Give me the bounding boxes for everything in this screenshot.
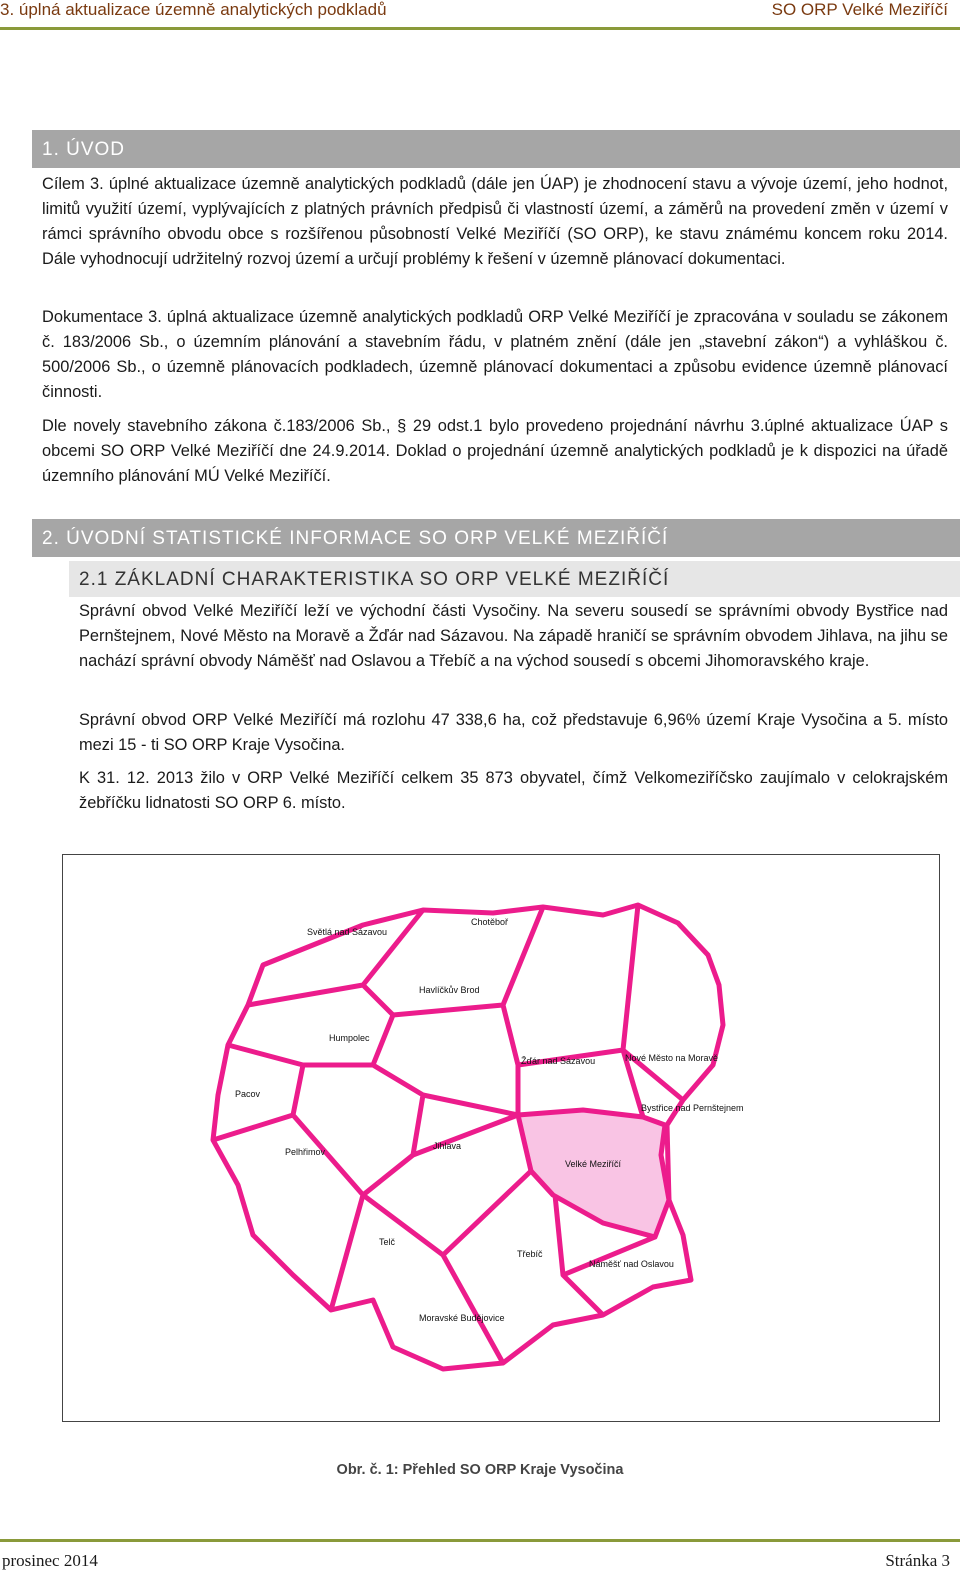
map-label-velke-mezirici: Velké Meziříčí [565,1159,622,1169]
section-2-paragraph-1: Správní obvod Velké Meziříčí leží ve východní části Vysočiny. Na severu sousedí se správními obvody Bystřice nad Pernštejnem, Nové Město na Moravě a Žďár nad Sázavou. Na západě hraničí se správním obvodem Jihlava, na jihu se nachází správní obvody Náměšť nad Oslavou a Třebíč a na východ sousedí s obcemi Jihomoravského kraje. [79,602,948,670]
map-svg [63,855,939,1421]
footer-rule [0,1539,960,1542]
section-1-heading: 1. ÚVOD [32,130,960,168]
section-1-paragraph-3: Dle novely stavebního zákona č.183/2006 Sb., § 29 odst.1 bylo provedeno projednání návrhu 3.úplné aktualizace ÚAP s obcemi SO ORP Velké Meziříčí dne 24.9.2014. Doklad o projednání územně analytických podkladů je k dispozici na úřadě územního plánování MÚ Velké Meziříčí. [42,417,948,485]
footer-page-number: Stránka 3 [885,1551,950,1570]
section-2-heading: 2. ÚVODNÍ STATISTICKÉ INFORMACE SO ORP VELKÉ MEZIŘÍČÍ [32,519,960,557]
map-label-jihlava: Jihlava [433,1141,462,1151]
footer-date: prosinec 2014 [2,1551,98,1570]
region-highlight-velke-mezirici [518,1110,669,1237]
map-label-namest: Náměšť nad Oslavou [589,1259,674,1269]
map-label-humpolec: Humpolec [329,1033,370,1043]
section-2-paragraph-3: K 31. 12. 2013 žilo v ORP Velké Meziříčí celkem 35 873 obyvatel, čímž Velkomeziříčsko zaujímalo v celokrajském žebříčku lidnatosti SO ORP 6. místo. [79,769,948,812]
section-2-1-heading: 2.1 ZÁKLADNÍ CHARAKTERISTIKA SO ORP VELKÉ MEZIŘÍČÍ [69,561,960,597]
map-label-zdar: Žďár nad Sázavou [521,1056,596,1066]
map-label-nove-mesto: Nové Město na Moravě [625,1053,719,1063]
header-rule [0,27,960,30]
map-label-bystrice: Bystřice nad Pernštejnem [641,1103,744,1113]
map-label-pelhrimov: Pelhřimov [285,1147,326,1157]
header-document-title: 3. úplná aktualizace územně analytických podkladů [0,0,387,19]
map-label-chotebor: Chotěboř [471,917,509,927]
map-label-trebic: Třebíč [517,1249,543,1259]
header-orp-name: SO ORP Velké Meziříčí [771,0,948,19]
map-label-pacov: Pacov [235,1089,261,1099]
figure-caption: Obr. č. 1: Přehled SO ORP Kraje Vysočina [336,1462,624,1478]
map-label-telc: Telč [379,1237,396,1247]
section-1-paragraph-1: Cílem 3. úplné aktualizace územně analytických podkladů (dále jen ÚAP) je zhodnocení stavu a vývoje území, jeho hodnot, limitů využití území, vyplývajících z platných právních předpisů či vlastností území, a záměrů na provedení změn v území v rámci správního obvodu obce s rozšířenou působností Velké Meziříčí (SO ORP), ke stavu známému koncem roku 2014. Dále vyhodnocují udržitelný rozvoj území a určují problémy k řešení v územně plánovací dokumentaci. [42,175,948,268]
section-1-paragraph-2: Dokumentace 3. úplná aktualizace územně analytických podkladů ORP Velké Meziříčí je zpracována v souladu se zákonem č. 183/2006 Sb., o územním plánování a stavebním řádu, v platném znění (dále jen „stavební zákon“) a vyhláškou č. 500/2006 Sb., o územně plánovacích podkladech, územně plánovací dokumentaci a způsobu evidence územně plánovací činnosti. [42,308,948,401]
map-label-havlickuv-brod: Havlíčkův Brod [419,985,480,995]
section-2-paragraph-2: Správní obvod ORP Velké Meziříčí má rozlohu 47 338,6 ha, což představuje 6,96% území Kraje Vysočina a 5. místo mezi 15 - ti SO ORP Kraje Vysočina. [79,711,948,754]
orp-overview-map [62,854,940,1422]
page-header [0,0,960,30]
map-label-svetla: Světlá nad Sázavou [307,927,388,937]
map-label-moravske: Moravské Budějovice [419,1313,505,1323]
